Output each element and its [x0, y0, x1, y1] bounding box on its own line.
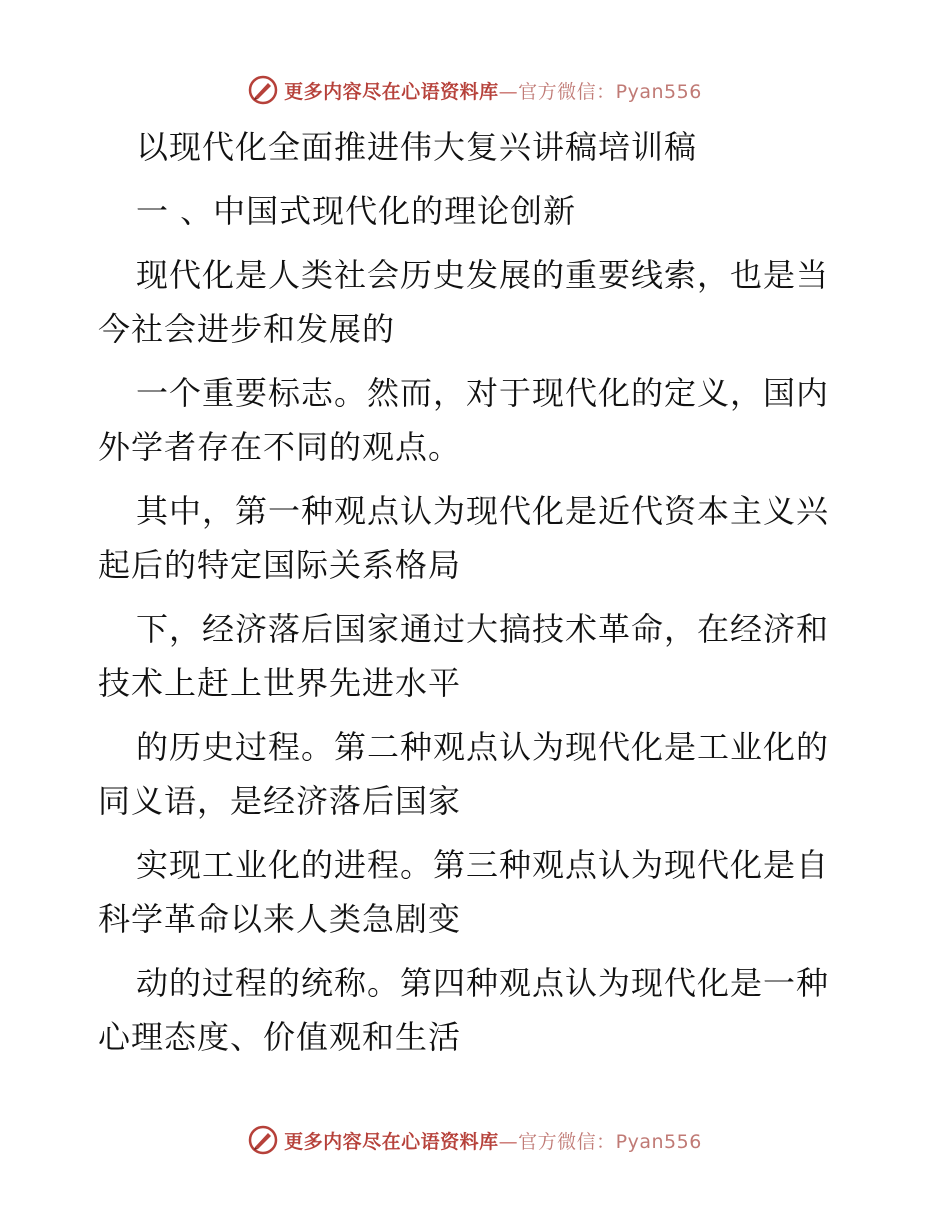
paragraph-line: 科学革命以来人类急剧变 — [98, 900, 462, 938]
paragraph — [98, 720, 858, 828]
paragraph-line: 起后的特定国际关系格局 — [98, 546, 462, 584]
banner-wechat-text: 官方微信：Pyan556 — [518, 1130, 702, 1153]
banner-text — [284, 77, 702, 104]
paragraph — [98, 602, 858, 710]
paragraph — [98, 838, 858, 946]
paragraph-line: 的历史过程。第二种观点认为现代化是工业化的 — [136, 728, 830, 766]
paragraph-line: 技术上赶上世界先进水平 — [98, 664, 462, 702]
banner-dash: — — [498, 1130, 519, 1153]
paragraph-line: 心理态度、价值观和生活 — [98, 1018, 462, 1056]
paragraph — [98, 956, 858, 1064]
paragraph — [98, 484, 858, 592]
banner-dash: — — [498, 80, 519, 103]
paragraph — [98, 248, 858, 356]
header-banner — [0, 70, 950, 110]
footer-banner — [0, 1120, 950, 1160]
document-title: 以现代化全面推进伟大复兴讲稿培训稿 — [136, 128, 698, 166]
paragraph-line: 同义语，是经济落后国家 — [98, 782, 462, 820]
paragraph-line: 实现工业化的进程。第三种观点认为现代化是自 — [136, 846, 830, 884]
banner-site-text: 更多内容尽在心语资料库 — [284, 80, 499, 103]
document-body — [98, 120, 858, 1064]
paragraph-line: 一个重要标志。然而，对于现代化的定义，国内 — [136, 374, 830, 412]
pen-logo-icon — [248, 1125, 278, 1155]
banner-site-text: 更多内容尽在心语资料库 — [284, 1130, 499, 1153]
paragraph-line: 下，经济落后国家通过大搞技术革命，在经济和 — [136, 610, 830, 648]
banner-wechat-text: 官方微信：Pyan556 — [518, 80, 702, 103]
paragraph-line: 动的过程的统称。第四种观点认为现代化是一种 — [136, 964, 830, 1002]
pen-logo-icon — [248, 75, 278, 105]
paragraph-line: 外学者存在不同的观点。 — [98, 428, 462, 466]
paragraph-line: 其中，第一种观点认为现代化是近代资本主义兴 — [136, 492, 830, 530]
banner-text — [284, 1127, 702, 1154]
paragraph-line: 今社会进步和发展的 — [98, 310, 396, 348]
paragraph-line: 现代化是人类社会历史发展的重要线索，也是当 — [136, 256, 830, 294]
paragraph — [98, 366, 858, 474]
section-heading: 一 、中国式现代化的理论创新 — [136, 192, 577, 230]
